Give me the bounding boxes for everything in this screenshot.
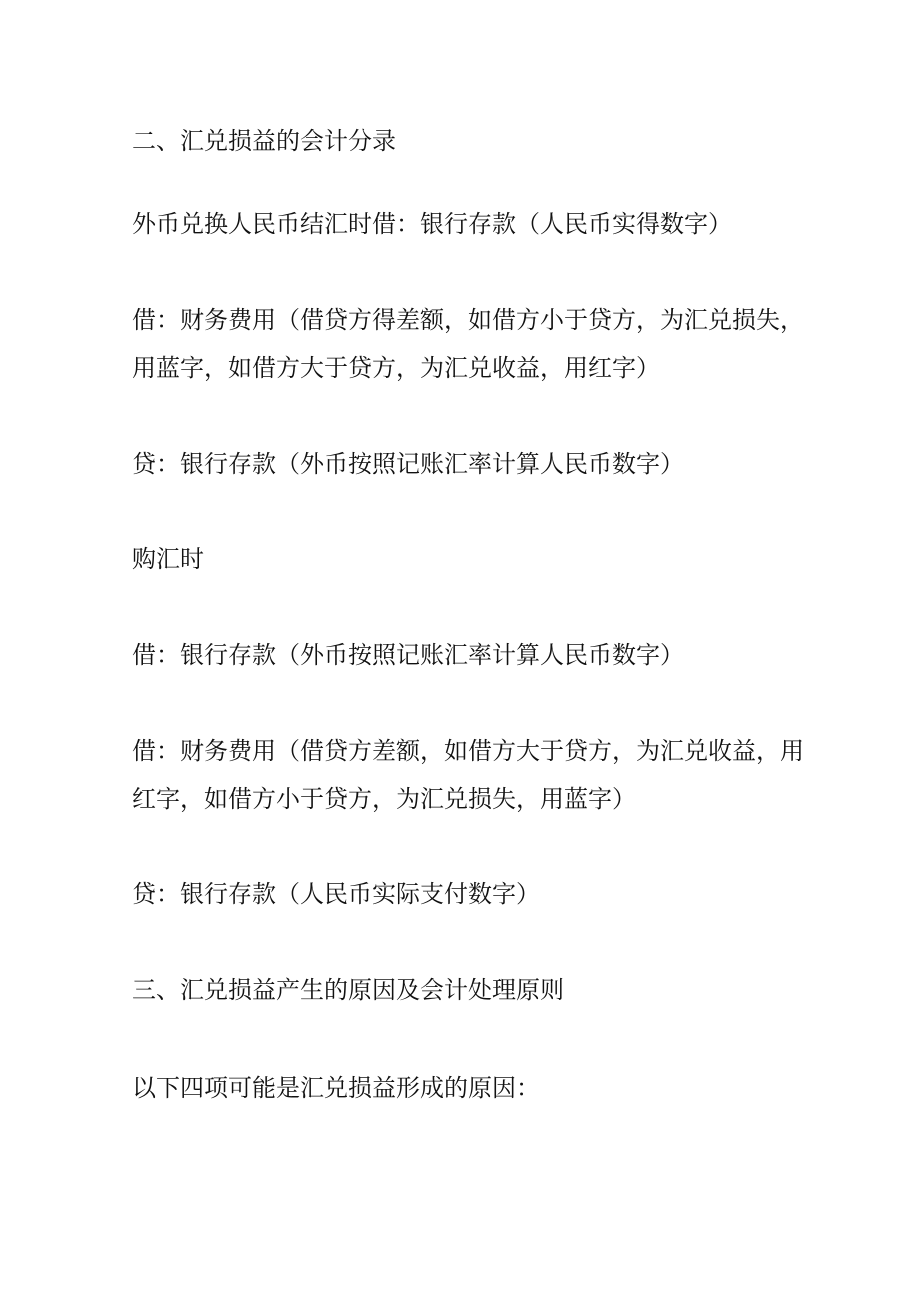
- section-heading-2: 二、汇兑损益的会计分录: [132, 127, 396, 155]
- paragraph-credit-bank-deposit-2: 贷：银行存款（人民币实际支付数字）: [132, 880, 540, 908]
- paragraph-credit-bank-deposit: 贷：银行存款（外币按照记账汇率计算人民币数字）: [132, 450, 684, 478]
- paragraph-settlement-entry: 外币兑换人民币结汇时借：银行存款（人民币实得数字）: [132, 210, 732, 238]
- paragraph-purchase-heading: 购汇时: [132, 545, 204, 573]
- paragraph-finance-expense-2-line2: 红字，如借方小于贷方，为汇兑损失，用蓝字）: [132, 785, 636, 813]
- paragraph-debit-bank-deposit: 借：银行存款（外币按照记账汇率计算人民币数字）: [132, 641, 684, 669]
- paragraph-finance-expense-2-line1: 借：财务费用（借贷方差额，如借方大于贷方，为汇兑收益，用: [132, 737, 804, 765]
- paragraph-finance-expense-line1: 借：财务费用（借贷方得差额，如借方小于贷方，为汇兑损失，: [132, 306, 804, 334]
- paragraph-finance-expense-line2: 用蓝字，如借方大于贷方，为汇兑收益，用红字）: [132, 354, 660, 382]
- section-heading-3: 三、汇兑损益产生的原因及会计处理原则: [132, 976, 564, 1004]
- paragraph-four-causes: 以下四项可能是汇兑损益形成的原因：: [132, 1074, 540, 1102]
